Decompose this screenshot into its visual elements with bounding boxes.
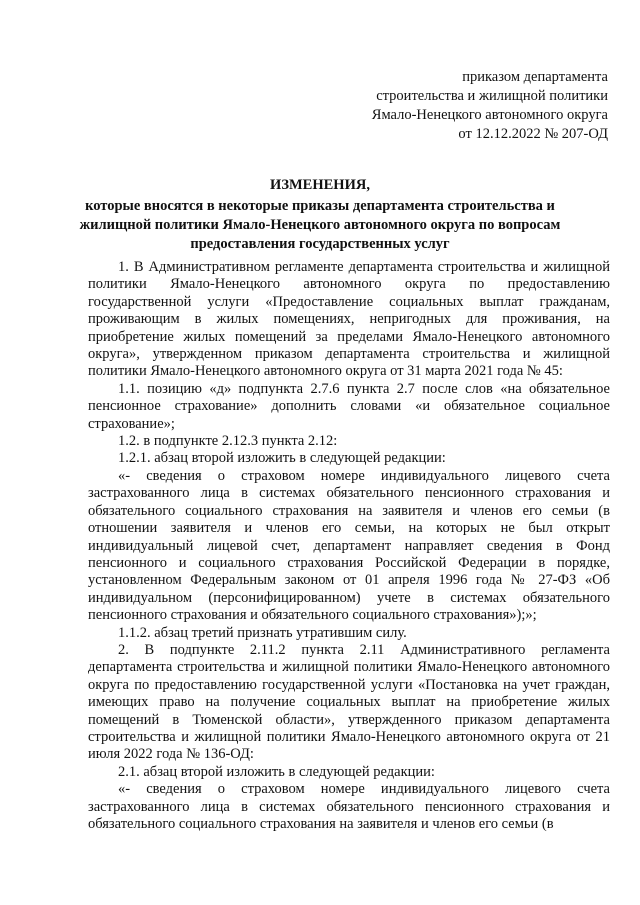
order-reference-block (308, 68, 608, 144)
paragraph-1-2-1: 1.2.1. абзац второй изложить в следующей редакции: (118, 450, 446, 467)
order-reference-line-4: от 12.12.2022 № 207-ОД (458, 126, 608, 142)
paragraph-1: 1. В Административном регламенте департамента строительства и жилищной политики Ямало-Ненецкого автономного округа по предоставлению государственной услуги «Предоставление социальных выплат гражданам, проживающим в жилых помещениях, непригодных для проживания, на приобретение жилых помещений за пределами Ямало-Ненецкого автономного округа», утвержденном приказом департамента строительства и жилищной политики Ямало-Ненецкого автономного округа от 31 марта 2021 года № 45: (88, 259, 610, 380)
paragraph-2: 2. В подпункте 2.11.2 пункта 2.11 Административного регламента департамента строительства и жилищной политики Ямало-Ненецкого автономного округа по предоставлению государственной услуги «Постановка на учет граждан, имеющих право на получение социальных выплат на приобретение жилых помещений в Тюменской области», утвержденного приказом департамента строительства и жилищной политики Ямало-Ненецкого автономного округа от 21 июля 2022 года № 136-ОД: (88, 641, 610, 763)
paragraph-1-2: 1.2. в подпункте 2.12.3 пункта 2.12: (118, 433, 338, 450)
paragraph-1-1: 1.1. позицию «д» подпункта 2.7.6 пункта 2.7 после слов «на обязательное пенсионное страхование» дополнить словами «и обязательное социальное страхование»; (88, 380, 610, 432)
paragraph-quote-2: «- сведения о страховом номере индивидуального лицевого счета застрахованного лица в системах обязательного пенсионного страхования и обязательного социального страхования на заявителя и членов его семьи (в (88, 781, 610, 832)
paragraph-quote-1: «- сведения о страховом номере индивидуального лицевого счета застрахованного лица в системах обязательного пенсионного страхования и обязательного социального страхования на заявителя и членов его семьи (в отношении заявителя и членов его семьи, на которых не был открыт индивидуальный лицевой счет, департамент направляет сведения в Фонд пенсионного и социального страхования Российской Федерации в порядке, установленном Федеральным законом от 01 апреля 1996 года № 27-ФЗ «Об индивидуальном (персонифицированном) учете в системах обязательного пенсионного страхования и обязательного социального страхования»);»; (88, 467, 610, 624)
order-reference-line-2: строительства и жилищной политики (376, 88, 608, 104)
paragraph-1-1-2: 1.1.2. абзац третий признать утратившим силу. (118, 624, 407, 641)
order-reference-line-1: приказом департамента (462, 69, 608, 85)
document-body (88, 259, 610, 833)
order-reference-line-3: Ямало-Ненецкого автономного округа (371, 107, 608, 123)
title-subtitle: которые вносятся в некоторые приказы департамента строительства и жилищной политики Ямало-Ненецкого автономного округа по вопросам предоставления государственных услуг (79, 198, 561, 252)
document-title (60, 176, 580, 254)
title-heading: ИЗМЕНЕНИЯ, (270, 177, 370, 193)
paragraph-2-1: 2.1. абзац второй изложить в следующей редакции: (118, 763, 435, 780)
